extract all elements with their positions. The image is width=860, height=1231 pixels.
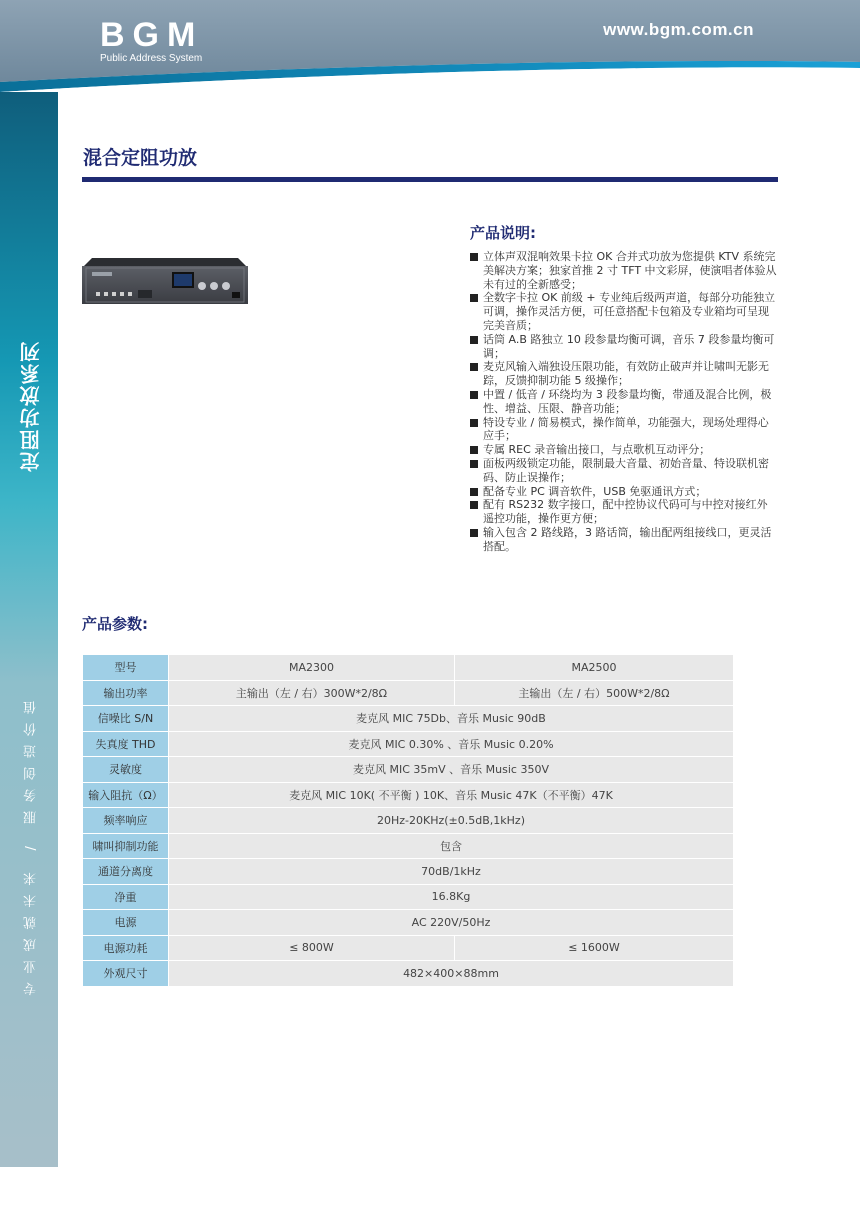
table-cell: 20Hz-20KHz(±0.5dB,1kHz)	[169, 808, 734, 834]
list-item: 中置 / 低音 / 环绕均为 3 段参量均衡，带通及混合比例，极性、增益、压限、静音功能；	[470, 388, 778, 416]
square-bullet-icon	[470, 253, 478, 261]
row-label: 电源功耗	[83, 936, 169, 962]
list-item: 输入包含 2 路线路，3 路话筒，输出配两组接线口，更灵活搭配。	[470, 526, 778, 554]
row-label: 频率响应	[83, 808, 169, 834]
list-item: 配有 RS232 数字接口，配中控协议代码可与中控对接红外遥控功能，操作更方便；	[470, 498, 778, 526]
table-row	[83, 910, 734, 936]
table-cell: MA2300	[169, 655, 455, 681]
description-title: 产品说明:	[470, 224, 536, 242]
square-bullet-icon	[470, 419, 478, 427]
row-label: 信噪比 S/N	[83, 706, 169, 732]
row-label: 灵敏度	[83, 757, 169, 783]
series-title: 定阻功放系列	[19, 340, 43, 472]
table-cell: 包含	[169, 834, 734, 860]
table-cell: ≤ 1600W	[455, 936, 734, 962]
left-sidebar	[0, 92, 58, 1230]
square-bullet-icon	[470, 363, 478, 371]
row-label: 净重	[83, 885, 169, 911]
sidebar-slogan: 专业成就未来 / 服务创造价值	[24, 692, 39, 996]
table-row	[83, 681, 734, 707]
spec-table	[83, 655, 734, 987]
row-label: 失真度 THD	[83, 732, 169, 758]
square-bullet-icon	[470, 488, 478, 496]
table-cell: MA2500	[455, 655, 734, 681]
table-row	[83, 961, 734, 987]
table-row	[83, 732, 734, 758]
list-item: 话筒 A.B 路独立 10 段参量均衡可调，音乐 7 段参量均衡可调；	[470, 333, 778, 361]
table-cell: 16.8Kg	[169, 885, 734, 911]
page-title: 混合定阻功放	[83, 147, 198, 169]
row-label: 输出功率	[83, 681, 169, 707]
table-row	[83, 808, 734, 834]
table-cell: 主输出（左 / 右）300W*2/8Ω	[169, 681, 455, 707]
table-cell: 麦克风 MIC 75Db、音乐 Music 90dB	[169, 706, 734, 732]
table-cell: 麦克风 MIC 35mV 、音乐 Music 350V	[169, 757, 734, 783]
list-item: 麦克风输入端独设压限功能，有效防止破声并让啸叫无影无踪，反馈抑制功能 5 级操作；	[470, 360, 778, 388]
title-divider	[82, 177, 778, 182]
brand-logo	[100, 18, 203, 64]
table-cell: ≤ 800W	[169, 936, 455, 962]
square-bullet-icon	[470, 294, 478, 302]
list-item: 立体声双混响效果卡拉 OK 合并式功放为您提供 KTV 系统完美解决方案；独家首推 2 寸 TFT 中文彩屏，使演唱者体验从未有过的全新感受；	[470, 250, 778, 291]
description-list	[470, 250, 778, 554]
table-row	[83, 757, 734, 783]
table-cell: 482×400×88mm	[169, 961, 734, 987]
product-image	[82, 258, 248, 306]
list-item: 特设专业 / 简易模式，操作简单，功能强大，现场处理得心应手；	[470, 416, 778, 444]
table-row	[83, 834, 734, 860]
row-label: 通道分离度	[83, 859, 169, 885]
table-cell: 70dB/1kHz	[169, 859, 734, 885]
square-bullet-icon	[470, 391, 478, 399]
row-label: 外观尺寸	[83, 961, 169, 987]
table-cell: AC 220V/50Hz	[169, 910, 734, 936]
table-cell: 主输出（左 / 右）500W*2/8Ω	[455, 681, 734, 707]
params-title: 产品参数:	[82, 615, 148, 633]
square-bullet-icon	[470, 336, 478, 344]
list-item: 全数字卡拉 OK 前级 + 专业纯后级两声道，每部分功能独立可调，操作灵活方便，可任意搭配卡包箱及专业箱均可呈现完美音质；	[470, 291, 778, 332]
page-header	[0, 0, 860, 95]
table-cell: 麦克风 MIC 0.30% 、音乐 Music 0.20%	[169, 732, 734, 758]
list-item: 配备专业 PC 调音软件，USB 免驱通讯方式；	[470, 485, 778, 499]
list-item: 面板两级锁定功能，限制最大音量、初始音量、特设联机密码、防止误操作；	[470, 457, 778, 485]
table-row	[83, 885, 734, 911]
table-row	[83, 783, 734, 809]
row-label: 型号	[83, 655, 169, 681]
logo-text: BGM	[100, 16, 204, 54]
square-bullet-icon	[470, 529, 478, 537]
table-row	[83, 859, 734, 885]
table-cell: 麦克风 MIC 10K( 不平衡 ) 10K、音乐 Music 47K（不平衡）47K	[169, 783, 734, 809]
table-row	[83, 706, 734, 732]
list-item: 专属 REC 录音输出接口，与点歌机互动评分；	[470, 443, 778, 457]
table-row	[83, 655, 734, 681]
square-bullet-icon	[470, 460, 478, 468]
page-number: 101	[16, 1215, 36, 1230]
row-label: 输入阻抗（Ω）	[83, 783, 169, 809]
row-label: 电源	[83, 910, 169, 936]
square-bullet-icon	[470, 501, 478, 509]
website-url: www.bgm.com.cn	[603, 20, 754, 39]
row-label: 啸叫抑制功能	[83, 834, 169, 860]
square-bullet-icon	[470, 446, 478, 454]
logo-subtitle: Public Address System	[100, 53, 203, 64]
table-row	[83, 936, 734, 962]
